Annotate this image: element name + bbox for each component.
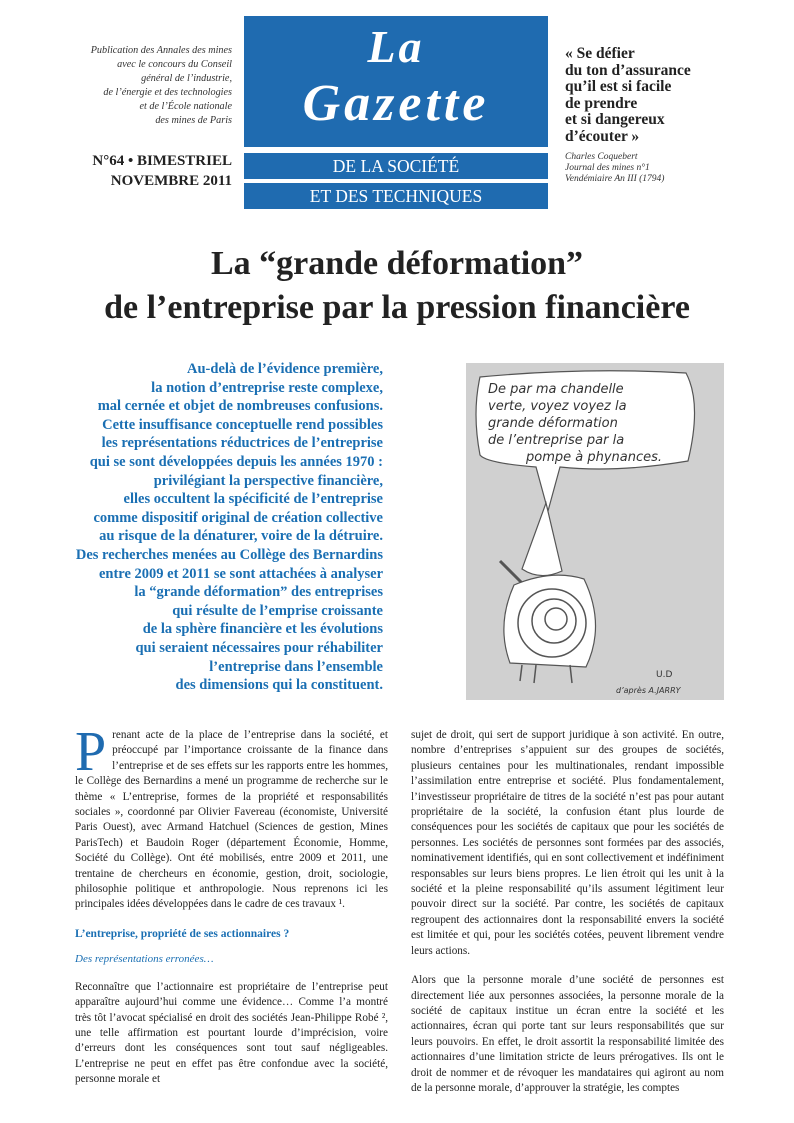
- quote-source-line: Journal des mines n°1: [565, 163, 650, 173]
- title-line-2: de l’entreprise par la pression financière: [104, 289, 690, 326]
- article-column-1: [75, 721, 388, 1088]
- quote-line: du ton d’assurance: [565, 61, 691, 79]
- bubble-line: verte, voyez voyez la: [488, 399, 627, 414]
- lead-line: la notion d’entreprise reste complexe,: [151, 379, 383, 396]
- quote-line: de prendre: [565, 94, 638, 112]
- quote-line: et si dangereux: [565, 111, 665, 128]
- publication-line: général de l’industrie,: [141, 73, 232, 84]
- lead-line: qui se sont développées depuis les années 1970 :: [89, 453, 383, 470]
- lead-line: Au-delà de l’évidence première,: [187, 361, 383, 377]
- issue-info: [40, 151, 232, 191]
- lead-line: Cette insuffisance conceptuelle rend possibles: [102, 416, 383, 433]
- bubble-line: pompe à phynances.: [526, 450, 663, 465]
- lead-line: la “grande déformation” des entreprises: [134, 584, 383, 601]
- lead-line: elles occultent la spécificité de l’entreprise: [123, 491, 383, 508]
- quote-line: « Se défier: [565, 45, 635, 62]
- epigraph-quote: [565, 46, 765, 145]
- masthead-la: La: [367, 21, 425, 72]
- body-paragraph: Alors que la personne morale d’une société de personnes est directement liée aux personnes associées, la personne morale de la société de capitaux institue un écran entre la société et les actionnaires, écran qui porte tant sur leurs responsabilités que sur leurs pouvoirs. En effet, le droit assortit la responsabilité limitée des actionnaires d’une limitation stricte de leurs prérogatives. Ils ont le droit de nommer et de révoquer les mandataires qui agiront au nom de la personne morale, d’approuver la stratégie, les comptes: [411, 974, 724, 1094]
- masthead: [244, 16, 548, 147]
- masthead-gazette: Gazette: [302, 75, 490, 132]
- cartoon-illustration: [466, 363, 724, 700]
- lead-line: privilégiant la perspective financière,: [153, 472, 383, 489]
- lead-line: les représentations réductrices de l’entreprise: [101, 435, 383, 452]
- body-paragraph: sujet de droit, qui sert de support juridique à son activité. En outre, nombre d’entreprises s’appuient sur des groupes de sociétés, plusieurs centaines pour les multinationales, rendant impossible l’assimilation entre entreprise et société. Plus fondamentalement, l’investisseur propriétaire de titres de la société n’est pas pour autant propriétaire de la société, la confusion étant plus lourde de conséquences pour les sociétés de capitaux que pour les sociétés de personnes. Les sociétés de personnes sont formées par des associés, nominativement identifiés, qui en sont collectivement et indéfiniment responsables sur leurs biens propres. Le lien étroit qui les unit à la société et la pleine responsabilité qu’ils assument légitiment leur pouvoir direct sur la société. Par contre, les sociétés de capitaux regroupent des actionnaires dont la responsabilité envers la société est limitée et qui, pour les sociétés cotées, peuvent librement vendre leurs actions.: [411, 729, 724, 957]
- title-line-1: La “grande déformation”: [210, 245, 584, 282]
- masthead-band-societe: DE LA SOCIÉTÉ: [244, 153, 548, 179]
- publication-line: et de l’École nationale: [139, 101, 232, 112]
- issue-number: N°64 • BIMESTRIEL: [92, 153, 232, 169]
- article-column-2: [411, 728, 724, 1096]
- cartoon-signature: U.D: [656, 670, 673, 680]
- lead-line: Des recherches menées au Collège des Bernardins: [75, 546, 383, 563]
- quote-source: [565, 152, 765, 185]
- intro-text: renant acte de la place de l’entreprise dans la société, et préoccupé par l’importance croissante de la finance dans l’entreprise et de ses effets sur les rapports entre les hommes, le Collège des Bernardins a mené un programme de recherche sur le thème « L’entreprise, formes de la propriété et responsabilités sociales », coordonné par Olivier Favereau (économiste, Université Paris Ouest), avec Armand Hatchuel (Sciences de gestion, Mines ParisTech) et Baudoin Roger (département Économie, Homme, Société du Collège). Ont été mobilisés, entre 2009 et 2011, une trentaine de chercheurs en économie, gestion, droit, sociologie, philosophie politique et anthropologie. Nous reprenons ici les principales idées développées dans le cadre de ces travaux ¹.: [75, 729, 388, 911]
- publication-info: [40, 44, 232, 128]
- bubble-line: de l’entreprise par la: [488, 433, 625, 448]
- quote-line: d’écouter »: [565, 127, 640, 145]
- subsection-heading: Des représentations erronées…: [75, 953, 214, 966]
- section-heading: L’entreprise, propriété de ses actionnaires ?: [75, 927, 290, 940]
- issue-date: NOVEMBRE 2011: [110, 173, 232, 189]
- lead-line: qui seraient nécessaires pour réhabiliter: [135, 639, 383, 656]
- lead-line: comme dispositif original de création collective: [93, 509, 383, 526]
- lead-line: qui résulte de l’emprise croissante: [172, 602, 383, 619]
- lead-line: de la sphère financière et les évolutions: [142, 621, 383, 638]
- publication-line: de l’énergie et des technologies: [103, 87, 232, 98]
- quote-line: qu’il est si facile: [565, 78, 672, 95]
- quote-source-line: Vendémiaire An III (1794): [565, 174, 665, 184]
- body-paragraph: Reconnaître que l’actionnaire est propriétaire de l’entreprise peut apparaître aujourd’hui comme une évidence… Comme l’a montré très tôt l’avocat spécialisé en droit des sociétés Jean-Philippe Robé ², une telle affirmation est pourtant lourde d’imprécision, voire d’erreurs dont les conséquences sont tout sauf négligeables. L’entreprise ne peut en effet pas être confondue avec la société, personne morale et: [75, 980, 388, 1086]
- publication-line: Publication des Annales des mines: [90, 45, 232, 56]
- publication-line: des mines de Paris: [155, 115, 232, 126]
- quote-source-line: Charles Coquebert: [565, 152, 638, 162]
- lead-line: des dimensions qui la constituent.: [175, 677, 383, 694]
- drop-cap: P: [75, 721, 107, 783]
- article-title: [0, 242, 794, 330]
- article-lead: [40, 360, 383, 695]
- masthead-band-techniques: ET DES TECHNIQUES: [244, 183, 548, 209]
- publication-line: avec le concours du Conseil: [117, 59, 232, 70]
- bubble-line: De par ma chandelle: [488, 382, 624, 397]
- lead-line: l’entreprise dans l’ensemble: [209, 658, 383, 675]
- intro-paragraph: [75, 721, 388, 913]
- lead-line: au risque de la dénaturer, voire de la détruire.: [99, 528, 383, 545]
- lead-line: mal cernée et objet de nombreuses confusions.: [97, 398, 383, 415]
- cartoon-credit: d’après A.JARRY: [616, 686, 681, 695]
- lead-line: entre 2009 et 2011 se sont attachées à analyser: [98, 565, 383, 582]
- bubble-line: grande déformation: [488, 416, 618, 431]
